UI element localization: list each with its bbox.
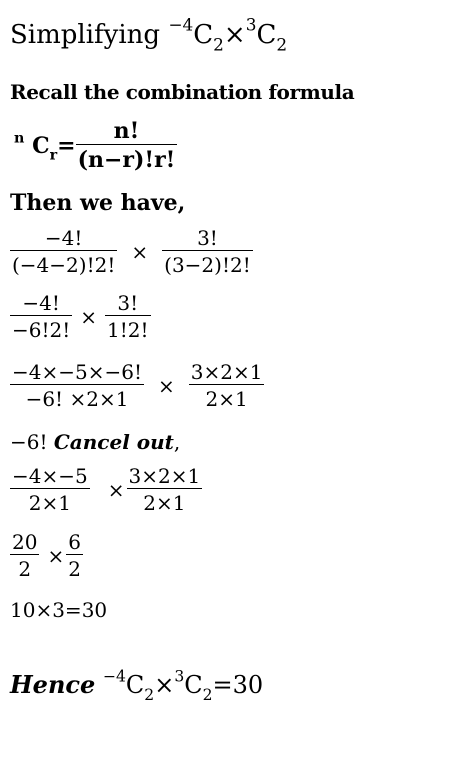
then-text: Then we have, [10, 190, 186, 216]
hence-result: =30 [212, 671, 264, 699]
hence-line [10, 667, 264, 705]
step5-times: × [47, 543, 65, 568]
step4-fraction-2: $\frac{3\times 2\times 1}{2\times 1}$ [128, 464, 201, 515]
hence-comb-1: $^{-4}C_2$ [102, 667, 155, 705]
hence-times: × [154, 671, 175, 699]
title-comb-2: $^3C_2$ [245, 14, 288, 55]
hence-word: Hence [10, 670, 96, 699]
title-comb-1: $^{-4}C_2$ [168, 14, 224, 55]
recall-text: Recall the combination formula [10, 80, 355, 104]
step-4 [10, 464, 202, 515]
step2-times: × [80, 304, 98, 329]
step-6: 10×3=30 [10, 598, 108, 622]
cancel-text: Cancel out [53, 430, 174, 454]
step2-fraction-2: $\frac{3!}{1!2!}$ [107, 291, 149, 342]
cancel-line [10, 430, 180, 454]
title-times: × [223, 20, 246, 50]
hence-comb-2: $^3C_2$ [174, 667, 213, 705]
step-1 [10, 226, 253, 277]
step-5 [10, 530, 83, 581]
combination-formula [14, 118, 177, 173]
step5-fraction-1: $\frac{20}{2}$ [12, 530, 38, 581]
step3-fraction-1: $\frac{-4\times-5\times-6!}{-6! \times 2\times 1}$ [12, 360, 142, 411]
formula-lhs: $^n$ $C_r$ [14, 129, 58, 163]
step-3 [10, 360, 264, 411]
cancel-comma: , [173, 430, 181, 454]
formula-fraction: $\frac{n!}{(n-r)!r!}$ [77, 118, 176, 173]
step-2 [10, 291, 151, 342]
step4-times: × [107, 477, 125, 502]
cancel-value: −6! [10, 430, 48, 454]
formula-equals: = [57, 132, 76, 159]
step1-fraction-1: $\frac{-4!}{(-4-2)!2!}$ [12, 226, 116, 277]
title-text: Simplifying [10, 20, 161, 50]
title-line [10, 14, 288, 55]
step5-fraction-2: $\frac{6}{2}$ [68, 530, 81, 581]
step1-fraction-2: $\frac{3!}{(3-2)!2!}$ [164, 226, 251, 277]
step2-fraction-1: $\frac{-4!}{-6!2!}$ [12, 291, 71, 342]
step3-times: × [158, 373, 175, 398]
step1-times: × [131, 239, 149, 264]
step3-fraction-2: $\frac{3\times 2\times 1}{2\times 1}$ [190, 360, 263, 411]
step4-fraction-1: $\frac{-4\times-5}{2\times 1}$ [12, 464, 88, 515]
